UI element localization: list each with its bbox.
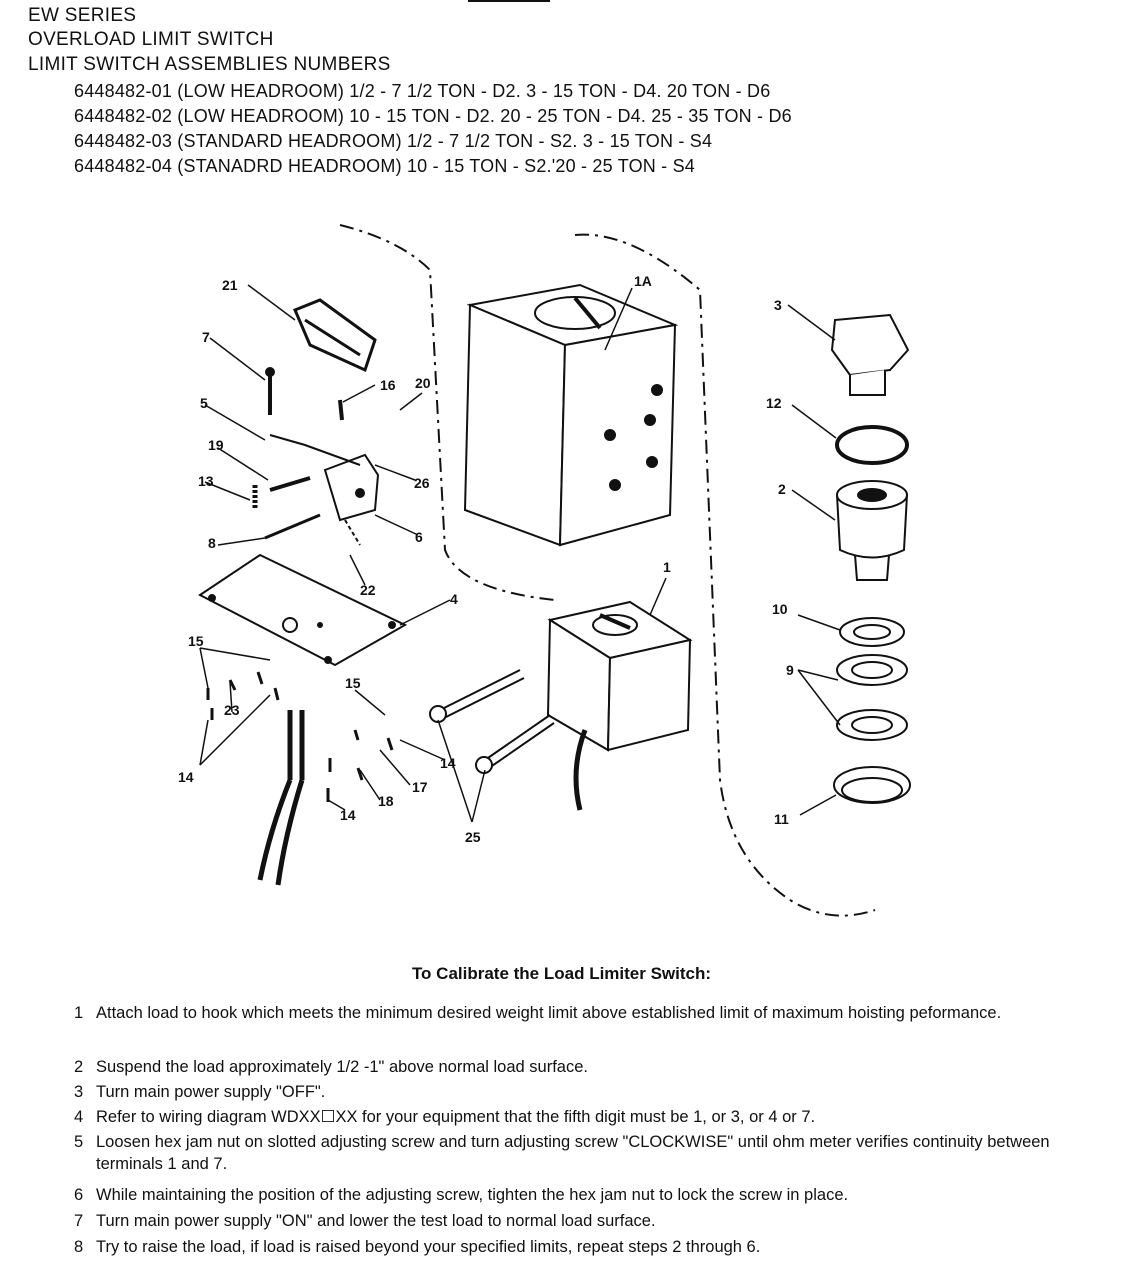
callout-6: 6 <box>415 529 423 545</box>
callout-1a: 1A <box>634 273 652 289</box>
part-21-microswitch <box>295 300 375 370</box>
step-5 <box>74 1131 1104 1175</box>
callout-13: 13 <box>198 473 214 489</box>
step-text: Try to raise the load, if load is raised beyond your specified limits, repeat steps 2 through 6. <box>96 1238 761 1256</box>
cable-assembly <box>260 710 302 885</box>
assembly-line-3: 6448482-03 (STANDARD HEADROOM) 1/2 - 7 1/2 TON - S2. 3 - 15 TON - S4 <box>74 131 713 151</box>
exploded-parts-diagram <box>160 210 960 930</box>
callout-17: 17 <box>412 779 428 795</box>
series-title: EW SERIES <box>28 5 137 26</box>
step-3 <box>74 1081 1104 1103</box>
step-number: 7 <box>74 1212 84 1230</box>
part-11-ring <box>834 767 910 803</box>
callout-25: 25 <box>465 829 481 845</box>
part-1a-block <box>465 285 675 545</box>
callout-12: 12 <box>766 395 782 411</box>
part-16-screw <box>340 400 342 420</box>
callout-15-left: 15 <box>188 633 204 649</box>
part-6-bracket <box>325 455 378 520</box>
step-1 <box>74 1002 1104 1024</box>
step-text: While maintaining the position of the adjusting screw, tighten the hex jam nut to lock the screw in place. <box>96 1186 849 1204</box>
step-number: 3 <box>74 1083 84 1101</box>
callout-4: 4 <box>450 591 458 607</box>
part-2-adjuster <box>837 481 907 580</box>
callout-8: 8 <box>208 535 216 551</box>
callout-16: 16 <box>380 377 396 393</box>
part-12-o-ring <box>837 427 907 463</box>
assembly-line-4: 6448482-04 (STANADRD HEADROOM) 10 - 15 TON - S2.'20 - 25 TON - S4 <box>74 156 695 176</box>
part-5-lever <box>270 435 360 465</box>
part-1-body <box>548 602 690 810</box>
callout-9: 9 <box>786 662 794 678</box>
step-number: 1 <box>74 1004 84 1022</box>
part-10-washer <box>840 618 904 646</box>
callout-14-bottom: 14 <box>340 807 356 823</box>
step-text: Suspend the load approximately 1/2 -1" above normal load surface. <box>96 1058 588 1076</box>
step-text: Refer to wiring diagram WDXX☐XX for your equipment that the fifth digit must be 1, or 3, or 4 or 7. <box>96 1108 816 1126</box>
callout-11: 11 <box>774 811 789 827</box>
assembly-line-1: 6448482-01 (LOW HEADROOM) 1/2 - 7 1/2 TON - D2. 3 - 15 TON - D4. 20 TON - D6 <box>74 81 771 101</box>
part-8-shaft <box>265 515 320 538</box>
top-rule <box>468 0 550 2</box>
step-4 <box>74 1106 1104 1128</box>
callout-14-left: 14 <box>178 769 194 785</box>
assembly-line-2: 6448482-02 (LOW HEADROOM) 10 - 15 TON - D2. 20 - 25 TON - D4. 25 - 35 TON - D6 <box>74 106 792 126</box>
part-9-washers <box>837 655 907 740</box>
step-6 <box>74 1184 1104 1206</box>
callout-20: 20 <box>415 375 431 391</box>
callout-14-right: 14 <box>440 755 456 771</box>
callout-19: 19 <box>208 437 224 453</box>
step-text: Attach load to hook which meets the minimum desired weight limit above established limit of maximum hoisting peformance. <box>96 1004 1002 1022</box>
callout-23: 23 <box>224 702 240 718</box>
step-7 <box>74 1210 1104 1232</box>
calibration-title: To Calibrate the Load Limiter Switch: <box>411 964 712 983</box>
callout-21: 21 <box>222 277 238 293</box>
callout-5: 5 <box>200 395 208 411</box>
step-text: Loosen hex jam nut on slotted adjusting screw and turn adjusting screw "CLOCKWISE" until ohm meter verifies continuity between terminals 1 and 7. <box>96 1133 1050 1173</box>
part-3-plug <box>832 315 908 395</box>
step-text: Turn main power supply "OFF". <box>96 1083 326 1101</box>
step-text: Turn main power supply "ON" and lower the test load to normal load surface. <box>96 1212 656 1230</box>
callout-7: 7 <box>202 329 210 345</box>
step-2 <box>74 1056 1104 1078</box>
part-4-cover-plate <box>200 555 405 665</box>
product-title: OVERLOAD LIMIT SWITCH <box>28 29 274 50</box>
callout-2: 2 <box>778 481 786 497</box>
step-number: 4 <box>74 1108 84 1126</box>
callout-26: 26 <box>414 475 430 491</box>
part-22-wire <box>345 520 360 545</box>
step-number: 6 <box>74 1186 84 1204</box>
step-number: 5 <box>74 1133 84 1151</box>
callout-10: 10 <box>772 601 788 617</box>
callout-3: 3 <box>774 297 782 313</box>
step-number: 2 <box>74 1058 84 1076</box>
step-number: 8 <box>74 1238 84 1256</box>
assemblies-title: LIMIT SWITCH ASSEMBLIES NUMBERS <box>28 54 391 75</box>
callout-22: 22 <box>360 582 376 598</box>
callout-18: 18 <box>378 793 394 809</box>
callout-15-right: 15 <box>345 675 361 691</box>
callout-1: 1 <box>663 559 671 575</box>
part-19-screw <box>270 478 310 490</box>
step-8 <box>74 1236 1104 1258</box>
